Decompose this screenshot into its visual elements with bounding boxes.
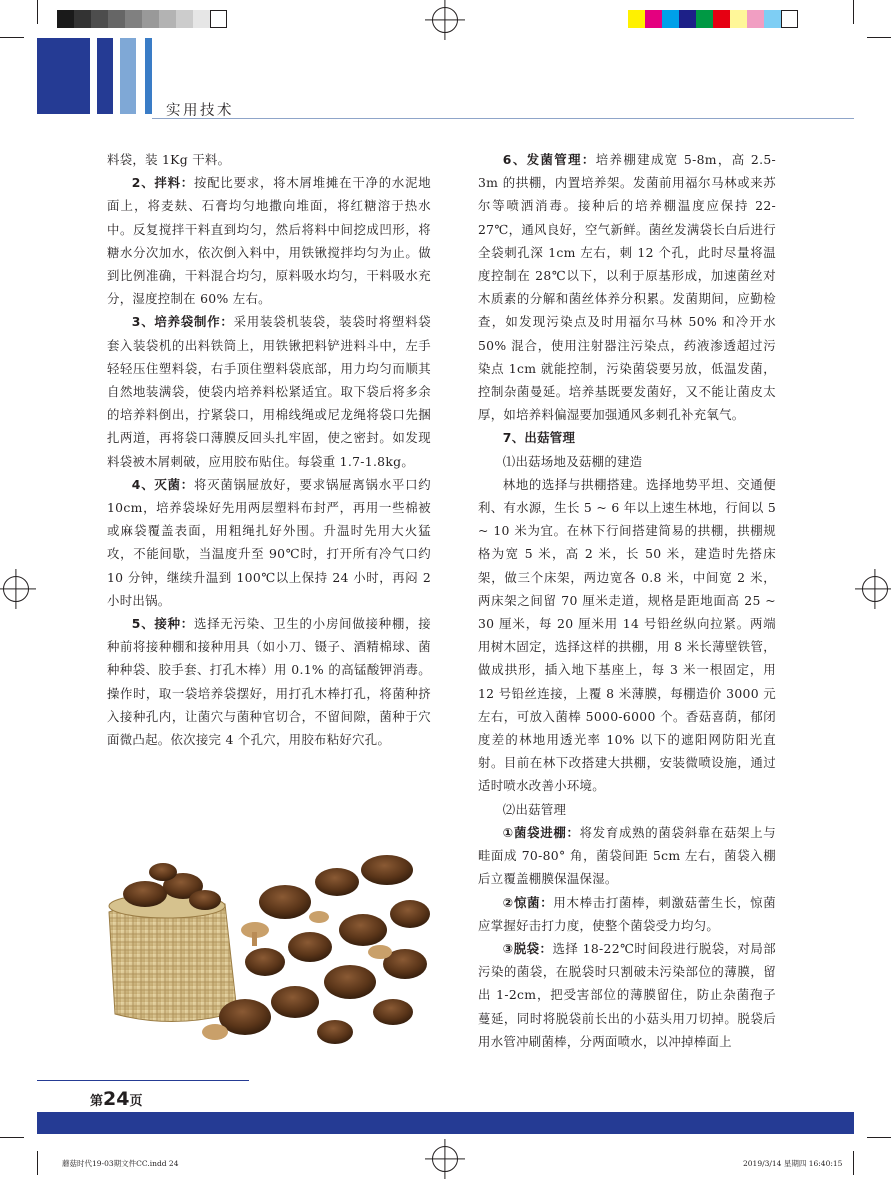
paragraph-heading: 5、接种： bbox=[131, 616, 194, 632]
right-column bbox=[478, 148, 776, 1053]
paragraph-text: 将灭菌锅屉放好，要求锅屉离锅水平口约 10cm，培养袋垛好先用两层塑料布封严，再用一些棉被或麻袋覆盖表面，用粗绳扎好外围。升温时先用大火猛攻，不能间歇，当温度升至 90℃时，打开所有冷气口约 10 分钟，继续升温到 100℃以上保持 24 小时，再闷 2 小时出锅。 bbox=[107, 476, 431, 608]
gray-swatch bbox=[159, 10, 176, 28]
paragraph-text: 采用装袋机装袋，装袋时将塑料袋套入装袋机的出料铁筒上，用铁锹把料铲进料斗中，左手轻轻压住塑料袋，右手顶住塑料袋底部，用力均匀而顺其自然地装满袋，使袋内培养料松紧适宜。取下袋后将多余的培养料倒出，拧紧袋口，用棉线绳或尼龙绳将袋口先捆扎两道，再将袋口薄膜反回头扎牢固，使之密封。如发现料袋被木屑刺破，应用胶布贴住。每袋重 1.7-1.8kg。 bbox=[107, 314, 432, 469]
color-swatch bbox=[679, 10, 696, 28]
paragraph bbox=[478, 473, 776, 798]
gray-swatch bbox=[108, 10, 125, 28]
gray-swatch bbox=[193, 10, 210, 28]
paragraph-text: 选择 18-22℃时间段进行脱袋，对局部污染的菌袋，在脱袋时只割破未污染部位的薄膜，留出 1-2cm，把受害部位的薄膜留住，防止杂菌孢子蔓延，同时将脱袋前长出的小菇头用刀切掉。脱袋后用水管冲刷菌棒，分两面喷水，以冲掉棒面上 bbox=[478, 940, 776, 1049]
paragraph-heading: ③脱袋： bbox=[502, 940, 553, 956]
crop-mark bbox=[0, 37, 24, 38]
header-divider-line bbox=[152, 118, 854, 119]
crop-mark bbox=[37, 1151, 38, 1175]
paragraph-text: 培养棚建成宽 5-8m，高 2.5-3m 的拱棚，内置培养架。发菌前用福尔马林或来苏尔等喷洒消毒。接种后的培养棚温度应保持 22-27℃，通风良好，空气新鲜。菌丝发满袋长白后进行全袋刺孔深 1cm 左右，刺 12 个孔，此时尽量将温度控制在 28℃以下，以利于原基形成，加速菌丝对木质素的分解和菌丝体养分积累。发菌期间，应勤检查，如发现污染点及时用福尔马林 50% 和冷开水 50% 混合，使用注射器注污染点，药液渗透超过污染点 1cm 就能控制，污染菌袋要另放，低温发菌，控制杂菌曼延。培养基既要发菌好，又不能让菌皮太厚，如培养料偏湿要加强通风多刺孔补充氧气。 bbox=[478, 152, 776, 423]
paragraph bbox=[107, 473, 431, 612]
gray-swatch bbox=[125, 10, 142, 28]
page-suffix: 页 bbox=[129, 1094, 143, 1109]
gray-swatch bbox=[176, 10, 193, 28]
gray-swatch bbox=[142, 10, 159, 28]
crop-mark bbox=[0, 1137, 24, 1138]
footer-band bbox=[37, 1112, 854, 1134]
paragraph-heading: ①菌袋进棚： bbox=[502, 824, 580, 840]
cmyk-color-bar bbox=[628, 10, 798, 28]
footer-rule bbox=[37, 1080, 249, 1081]
paragraph-text: 用木棒击打菌棒，刺激菇蕾生长，惊菌应掌握好击打力度，使整个菌袋受力均匀。 bbox=[478, 894, 776, 933]
paragraph bbox=[107, 148, 431, 171]
color-swatch bbox=[764, 10, 781, 28]
paragraph-heading: 6、发菌管理： bbox=[502, 152, 596, 167]
paragraph-text: 选择无污染、卫生的小房间做接种棚，接种前将接种棚和接种用具（如小刀、镊子、酒精棉球、菌种种袋、胶手套、打孔木棒）用 0.1% 的高锰酸钾消毒。操作时，取一袋培养袋摆好，用打孔木棒打孔，将菌种挤入接种孔内，让菌穴与菌种官切合，不留间隙，菌种于穴面微凸起。依次接完 4 个孔穴，用胶布粘好穴孔。 bbox=[107, 616, 431, 748]
mushroom-basket-illustration bbox=[105, 842, 431, 1059]
gray-swatch bbox=[210, 10, 227, 28]
gray-color-bar bbox=[57, 10, 227, 28]
registration-mark-right bbox=[862, 576, 888, 602]
paragraph bbox=[478, 821, 776, 891]
header-bar-dark bbox=[97, 38, 113, 114]
color-swatch bbox=[730, 10, 747, 28]
crop-mark bbox=[853, 0, 854, 24]
page-number bbox=[90, 1088, 142, 1110]
paragraph bbox=[107, 171, 431, 310]
color-swatch bbox=[781, 10, 798, 28]
paragraph-text: 按配比要求，将木屑堆摊在干净的水泥地面上，将麦麸、石膏均匀地撒向堆面，将红糖溶于热水中。反复搅拌干料直到均匀，然后将料中间挖成凹形，将糖水分次加水，依次倒入料中，用铁锹搅拌均匀为止。做到比例准确，干料混合均匀，原料吸水均匀，干料吸水充分，湿度控制在 60% 左右。 bbox=[107, 175, 431, 307]
subsection-heading: ⑵出菇管理 bbox=[502, 801, 567, 817]
gray-swatch bbox=[57, 10, 74, 28]
slug-right: 2019/3/14 星期四 16:40:15 bbox=[743, 1159, 843, 1168]
page-number-value: 24 bbox=[103, 1088, 130, 1110]
color-swatch bbox=[628, 10, 645, 28]
paragraph-heading: 2、拌料： bbox=[131, 175, 194, 191]
paragraph bbox=[478, 450, 776, 473]
paragraph-text: 林地的选择与拱棚搭建。选择地势平坦、交通便利、有水源，生长 5 ~ 6 年以上速生林地，行间以 5 ~ 10 米为宜。在林下行间搭建简易的拱棚，拱棚规格为宽 5 米，高 2 米，长 50 米，建造时先搭床架，做三个床架，两边宽各 0.8 米，中间宽 2 米，两床架之间留 70 厘米走道，规格是距地面高 25 ~ 30 厘米，每 20 厘米用 14 号铅丝纵向拉紧。两端用树木固定，选择这样的拱棚，用 8 米长薄壁铁管，做成拱形，插入地下基座上，每 3 米一根固定，用 12 号铅丝连接，上覆 8 米薄膜，每棚造价 3000 元左右，可放入菌棒 5000-6000 个。香菇喜荫，郁闭度差的林地用透光率 10% 以下的遮阳网防阳光直射。目前在林下改搭建大拱棚，安装微喷设施，通过适时喷水改善小环境。 bbox=[478, 476, 776, 794]
crop-mark bbox=[867, 37, 891, 38]
gray-swatch bbox=[91, 10, 108, 28]
paragraph bbox=[107, 310, 431, 472]
color-swatch bbox=[747, 10, 764, 28]
gray-swatch bbox=[74, 10, 91, 28]
left-column bbox=[107, 148, 431, 751]
paragraph bbox=[478, 426, 776, 449]
color-swatch bbox=[645, 10, 662, 28]
paragraph-text: 将发育成熟的菌袋斜靠在菇架上与畦面成 70-80° 角，菌袋间距 5cm 左右，菌袋入棚后立覆盖棚膜保温保湿。 bbox=[478, 824, 776, 887]
dried-mushroom-photo bbox=[105, 842, 431, 1059]
paragraph bbox=[478, 937, 776, 1053]
paragraph bbox=[107, 612, 431, 751]
color-swatch bbox=[696, 10, 713, 28]
registration-mark-bottom bbox=[432, 1146, 458, 1172]
section-heading: 7、出菇管理 bbox=[502, 430, 576, 446]
crop-mark bbox=[853, 1151, 854, 1175]
paragraph-heading: 4、灭菌： bbox=[131, 476, 194, 492]
header-block-dark bbox=[37, 38, 90, 114]
crop-mark bbox=[37, 0, 38, 24]
header-bar-thin bbox=[145, 38, 152, 114]
subsection-heading: ⑴出菇场地及菇棚的建造 bbox=[502, 453, 643, 469]
section-title: 实用技术 bbox=[166, 103, 234, 119]
color-swatch bbox=[713, 10, 730, 28]
paragraph bbox=[478, 148, 776, 426]
paragraph-heading: 3、培养袋制作： bbox=[131, 314, 234, 330]
header-bar-light bbox=[120, 38, 136, 114]
paragraph-text: 料袋，装 1Kg 干料。 bbox=[107, 152, 231, 167]
registration-mark-top bbox=[432, 7, 458, 33]
registration-mark-left bbox=[3, 576, 29, 602]
slug-left: 蘑菇时代19-03期文件CC.indd 24 bbox=[62, 1159, 179, 1168]
paragraph-heading: ②惊菌： bbox=[502, 894, 554, 910]
paragraph bbox=[478, 891, 776, 937]
color-swatch bbox=[662, 10, 679, 28]
paragraph bbox=[478, 798, 776, 821]
page-prefix: 第 bbox=[90, 1094, 104, 1109]
crop-mark bbox=[867, 1137, 891, 1138]
